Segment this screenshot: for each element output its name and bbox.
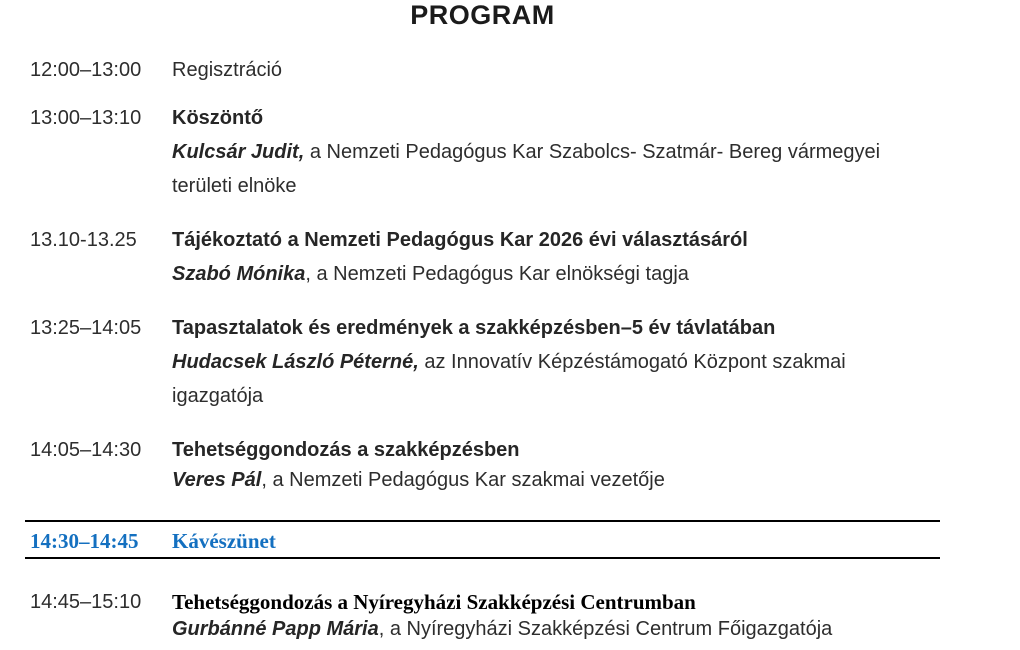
- session-content: [172, 53, 975, 87]
- coffee-break-label: Kávészünet: [172, 529, 276, 553]
- speaker-name: Kulcsár Judit,: [172, 141, 305, 163]
- time-range: 13:25–14:05: [30, 317, 142, 339]
- session-title: Regisztráció: [172, 59, 283, 81]
- schedule-row-talent-centrum: [30, 589, 975, 643]
- speaker-line: [172, 135, 975, 169]
- session-content: [172, 101, 975, 203]
- schedule-row-election-info: [30, 223, 975, 291]
- session-title: Tapasztalatok és eredmények a szakképzésben–5 év távlatában: [172, 317, 776, 339]
- speaker-line: [172, 465, 975, 495]
- session-content: [172, 435, 975, 495]
- speaker-line: [172, 616, 975, 643]
- session-content: [172, 524, 975, 558]
- session-title: Tájékoztató a Nemzeti Pedagógus Kar 2026 évi választásáról: [172, 229, 748, 251]
- speaker-name: Gurbánné Papp Mária: [172, 618, 379, 640]
- schedule-row-experiences: [30, 311, 975, 413]
- time-range: 13.10-13.25: [30, 229, 137, 251]
- speaker-name: Veres Pál: [172, 469, 262, 491]
- speaker-line: [172, 257, 975, 291]
- time-range: 14:05–14:30: [30, 439, 142, 461]
- speaker-role-continued: területi elnöke: [172, 175, 297, 197]
- page-title: PROGRAM: [410, 0, 555, 30]
- divider-line-top: [25, 520, 940, 522]
- time-range: 14:30–14:45: [30, 529, 139, 553]
- speaker-role-continued: igazgatója: [172, 385, 264, 407]
- time-range: 14:45–15:10: [30, 591, 142, 613]
- schedule-row-registration: [30, 53, 975, 87]
- session-title: Tehetséggondozás a Nyíregyházi Szakképzési Centrumban: [172, 590, 696, 614]
- schedule-row-welcome: [30, 101, 975, 203]
- speaker-line: [172, 345, 975, 379]
- session-content: [172, 589, 975, 643]
- speaker-name: Hudacsek László Péterné,: [172, 351, 419, 373]
- session-title: Tehetséggondozás a szakképzésben: [172, 439, 520, 461]
- divider-line-bottom: [25, 557, 940, 559]
- speaker-role: , a Nemzeti Pedagógus Kar szakmai vezetője: [261, 469, 665, 491]
- schedule-row-talent-vet: [30, 435, 975, 495]
- session-title: Köszöntő: [172, 107, 264, 129]
- speaker-role: az Innovatív Képzéstámogató Központ szakmai: [418, 351, 846, 373]
- speaker-role: a Nemzeti Pedagógus Kar Szabolcs- Szatmár- Bereg vármegyei: [304, 141, 881, 163]
- session-content: [172, 223, 975, 291]
- time-range: 12:00–13:00: [30, 59, 142, 81]
- schedule-row-coffee-break: [30, 524, 975, 558]
- session-content: [172, 311, 975, 413]
- speaker-role: , a Nemzeti Pedagógus Kar elnökségi tagja: [305, 263, 689, 285]
- time-range: 13:00–13:10: [30, 107, 142, 129]
- speaker-role: , a Nyíregyházi Szakképzési Centrum Főigazgatója: [378, 618, 833, 640]
- speaker-name: Szabó Mónika: [172, 263, 306, 285]
